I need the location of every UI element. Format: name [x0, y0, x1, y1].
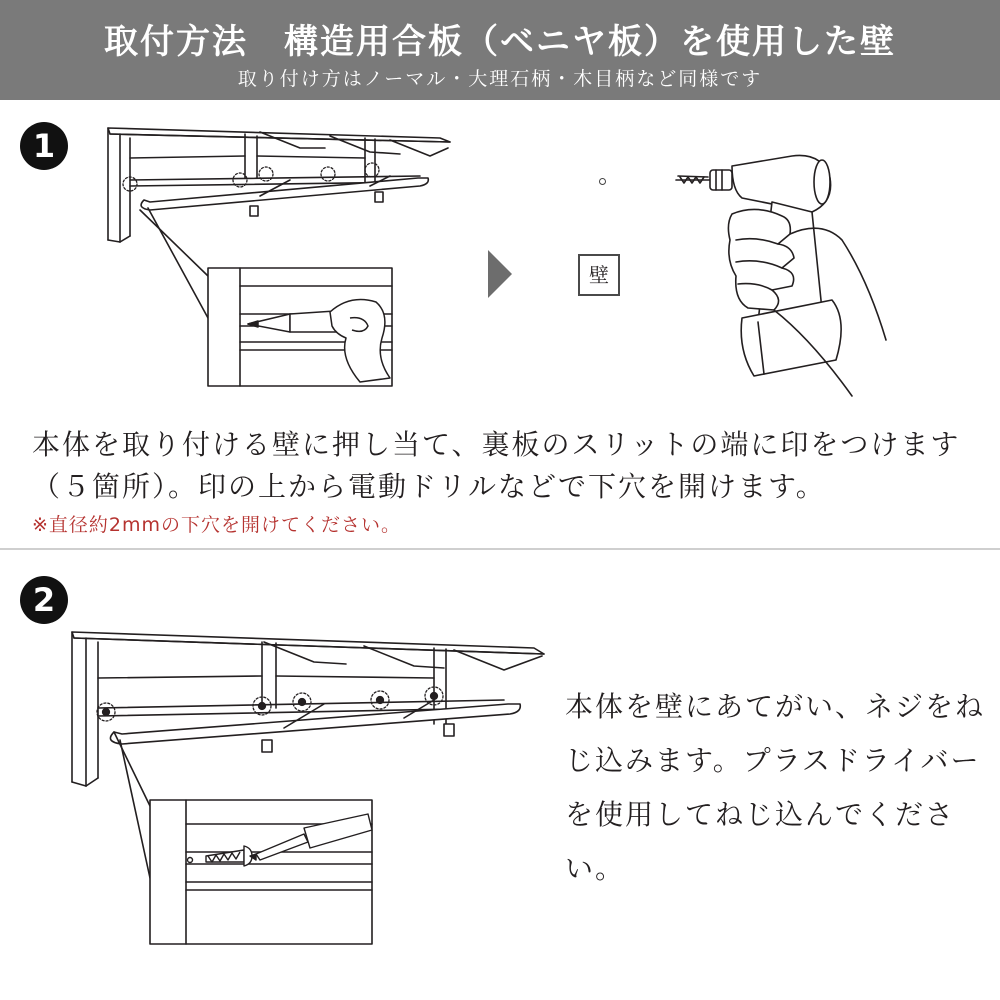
- wall-label: 壁: [578, 254, 620, 296]
- step-1-instructions: 本体を取り付ける壁に押し当て、裏板のスリットの端に印をつけます（５箇所）。印の上から電動ドリルなどで下穴を開けます。: [32, 428, 961, 503]
- page-title: 取付方法 構造用合板（ベニヤ板）を使用した壁: [104, 22, 896, 62]
- screw-icon: [188, 846, 253, 866]
- pencil-icon: [240, 288, 400, 388]
- step-1-note: ※直径約2mmの下穴を開けてください。: [32, 514, 402, 536]
- step-1-badge: 1: [20, 122, 68, 170]
- next-arrow-icon: [488, 250, 512, 298]
- section-divider: [0, 548, 1000, 550]
- mark-dot: [599, 178, 606, 185]
- step-2-badge: 2: [20, 576, 68, 624]
- page-subtitle: 取り付け方はノーマル・大理石柄・木目柄など同様です: [237, 68, 763, 90]
- step-2-instructions: 本体を壁にあてがい、ネジをねじ込みます。プラスドライバーを使用してねじ込んでください。: [565, 690, 986, 885]
- drill-icon: [672, 150, 902, 398]
- screwdriver-icon: [184, 808, 374, 878]
- header-banner: [0, 0, 1000, 100]
- shelf-illustration-step2: [64, 628, 554, 948]
